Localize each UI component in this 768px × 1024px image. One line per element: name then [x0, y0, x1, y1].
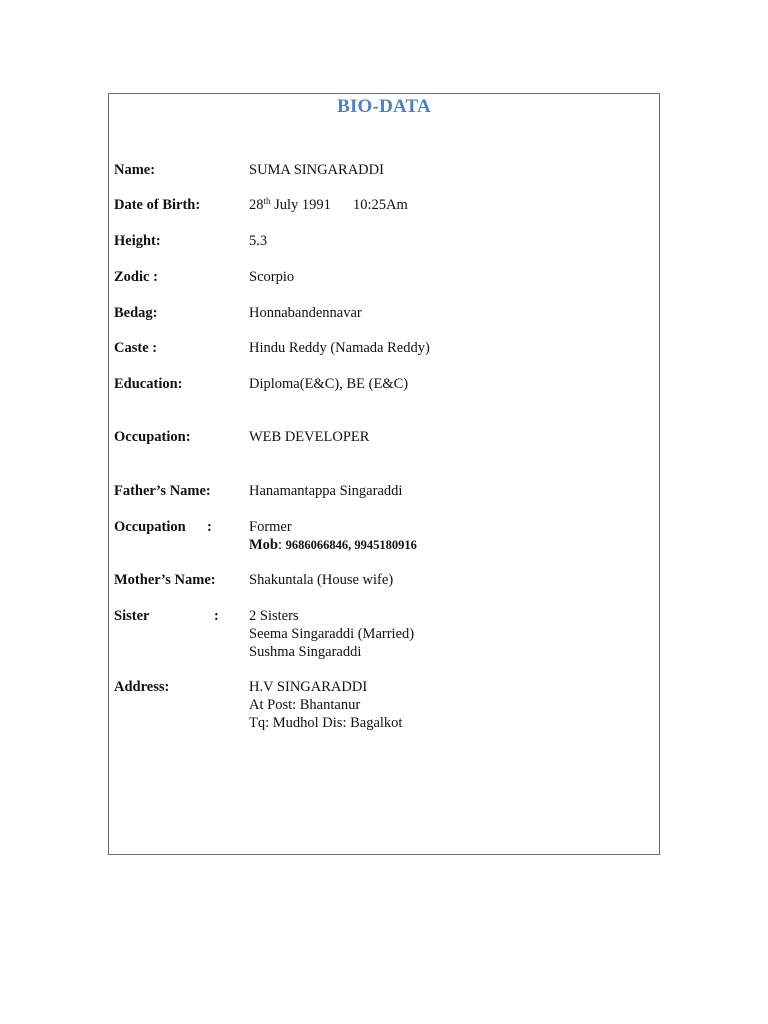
sister-value [249, 607, 414, 661]
sister-label: Sister [114, 608, 150, 624]
sister-line: 2 Sisters [249, 608, 299, 624]
occupation-value: WEB DEVELOPER [249, 429, 370, 445]
dob-month-year: July 1991 [270, 197, 331, 213]
mobile-label: Mob [249, 537, 278, 553]
father-occupation-label: Occupation [114, 519, 186, 535]
father-occupation-text: Former [249, 519, 292, 535]
mobile-separator: : [278, 537, 283, 553]
caste-label: Caste : [114, 340, 158, 356]
address-line: At Post: Bhantanur [249, 697, 361, 713]
biodata-document [108, 93, 660, 855]
caste-value: Hindu Reddy (Namada Reddy) [249, 340, 430, 356]
dob-label: Date of Birth: [114, 197, 201, 213]
bedag-label: Bedag: [114, 305, 158, 321]
zodic-label: Zodic : [114, 269, 158, 285]
sister-line: Sushma Singaraddi [249, 644, 362, 660]
mobile-line [249, 536, 417, 554]
mother-name-label: Mother’s Name: [114, 572, 216, 588]
zodic-value: Scorpio [249, 269, 295, 285]
sister-colon: : [214, 608, 219, 624]
father-occupation-value [249, 518, 417, 554]
mother-name-value: Shakuntala (House wife) [249, 572, 394, 588]
height-label: Height: [114, 233, 161, 249]
father-occupation-colon: : [207, 519, 212, 535]
address-value [249, 678, 402, 732]
document-title: BIO-DATA [337, 96, 431, 117]
dob-day: 28 [249, 197, 264, 213]
mobile-numbers: 9686066846, 9945180916 [285, 538, 417, 552]
name-label: Name: [114, 162, 156, 178]
address-line: Tq: Mudhol Dis: Bagalkot [249, 715, 403, 731]
education-value: Diploma(E&C), BE (E&C) [249, 376, 409, 392]
dob-time: 10:25Am [352, 197, 408, 213]
father-name-value: Hanamantappa Singaraddi [249, 483, 403, 499]
sister-line: Seema Singaraddi (Married) [249, 626, 415, 642]
father-name-label: Father’s Name: [114, 483, 211, 499]
dob-day-suffix: th [263, 196, 271, 206]
address-label: Address: [114, 679, 170, 695]
occupation-label: Occupation: [114, 429, 191, 445]
education-label: Education: [114, 376, 183, 392]
height-value: 5.3 [249, 233, 268, 249]
dob-value [249, 196, 408, 214]
name-value: SUMA SINGARADDI [249, 162, 384, 178]
bedag-value: Honnabandennavar [249, 305, 362, 321]
address-line: H.V SINGARADDI [249, 679, 368, 695]
